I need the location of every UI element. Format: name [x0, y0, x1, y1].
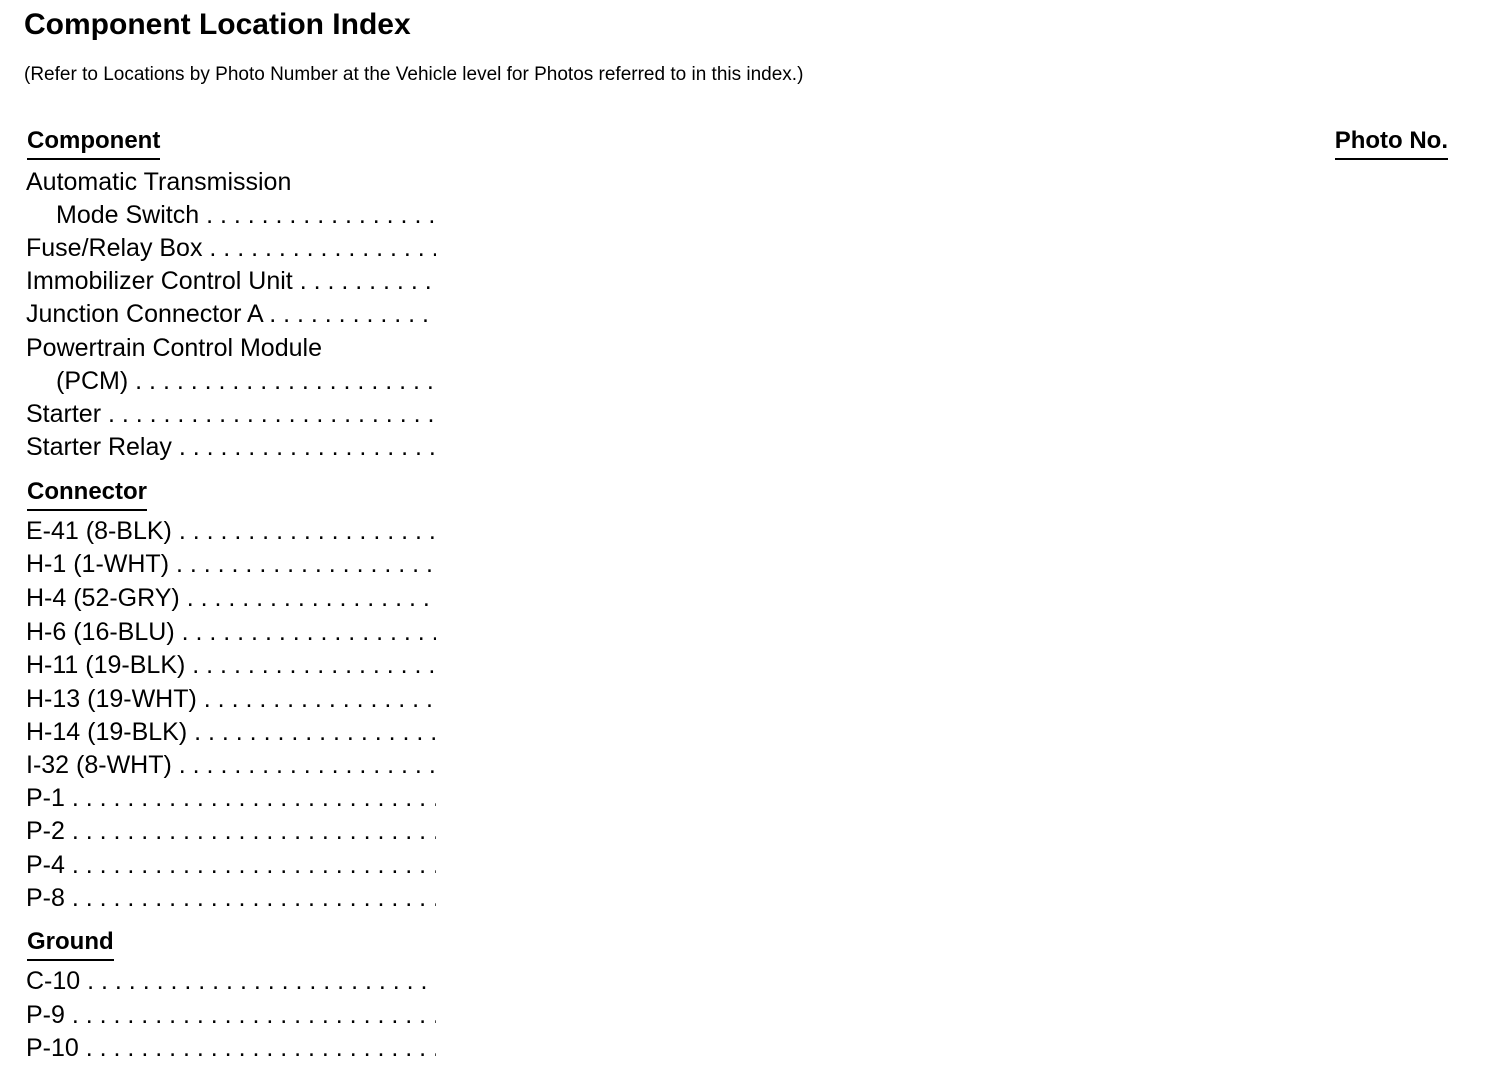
- ground-name: P-10 . . .: [26, 1032, 436, 1065]
- component-name: Starter Relay . . .: [26, 431, 436, 464]
- table-row: [26, 716, 1448, 749]
- table-row: [26, 849, 1448, 882]
- ground-name: P-9 . . .: [26, 999, 436, 1032]
- component-name: Fuse/Relay Box . . .: [26, 232, 436, 265]
- component-name: (PCM) . . .: [26, 365, 436, 398]
- connector-name: H-1 (1-WHT) . . .: [26, 548, 436, 581]
- photo-no-column-header: Photo No.: [1335, 127, 1448, 160]
- component-name: Starter . . .: [26, 398, 436, 431]
- table-row: [26, 965, 1448, 998]
- component-column-header: Component: [27, 127, 160, 160]
- table-row: [26, 166, 1448, 199]
- connector-name: P-2 . . .: [26, 815, 436, 848]
- page-title: Component Location Index: [24, 8, 411, 41]
- connector-name: P-8 . . .: [26, 882, 436, 915]
- table-row: [26, 683, 1448, 716]
- table-row: [26, 515, 1448, 548]
- component-name: Junction Connector A . . .: [26, 298, 436, 331]
- table-row: [26, 232, 1448, 265]
- table-row: [26, 265, 1448, 298]
- table-row: [26, 298, 1448, 331]
- table-row: [26, 999, 1448, 1032]
- table-row: [26, 431, 1448, 464]
- table-row: [26, 815, 1448, 848]
- component-name: Immobilizer Control Unit . . .: [26, 265, 436, 298]
- table-row: [26, 782, 1448, 815]
- component-name: Powertrain Control Module: [26, 334, 322, 362]
- connector-section-header: Connector: [27, 478, 147, 511]
- connector-name: P-1 . . .: [26, 782, 436, 815]
- connector-name: E-41 (8-BLK) . . .: [26, 515, 436, 548]
- connector-name: H-11 (19-BLK) . . .: [26, 649, 436, 682]
- connector-name: I-32 (8-WHT) . . .: [26, 749, 436, 782]
- connector-name: H-13 (19-WHT) . . .: [26, 683, 436, 716]
- table-row: [26, 616, 1448, 649]
- table-row: [26, 582, 1448, 615]
- component-name: Mode Switch . . .: [26, 199, 436, 232]
- connector-name: H-6 (16-BLU) . . .: [26, 616, 436, 649]
- component-name: Automatic Transmission: [26, 168, 292, 196]
- table-row: [26, 548, 1448, 581]
- page-subtitle: (Refer to Locations by Photo Number at the Vehicle level for Photos referred to in this index.): [24, 64, 804, 85]
- table-row: [26, 882, 1448, 915]
- ground-section-header: Ground: [27, 928, 114, 961]
- table-row: [26, 1032, 1448, 1065]
- ground-name: C-10 . . .: [26, 965, 436, 998]
- connector-name: H-14 (19-BLK) . . .: [26, 716, 436, 749]
- table-row: [26, 749, 1448, 782]
- table-row: [26, 398, 1448, 431]
- table-row: [26, 332, 1448, 365]
- table-row: [26, 365, 1448, 398]
- connector-name: H-4 (52-GRY) . . .: [26, 582, 436, 615]
- table-row: [26, 649, 1448, 682]
- table-row: [26, 199, 1448, 232]
- connector-name: P-4 . . .: [26, 849, 436, 882]
